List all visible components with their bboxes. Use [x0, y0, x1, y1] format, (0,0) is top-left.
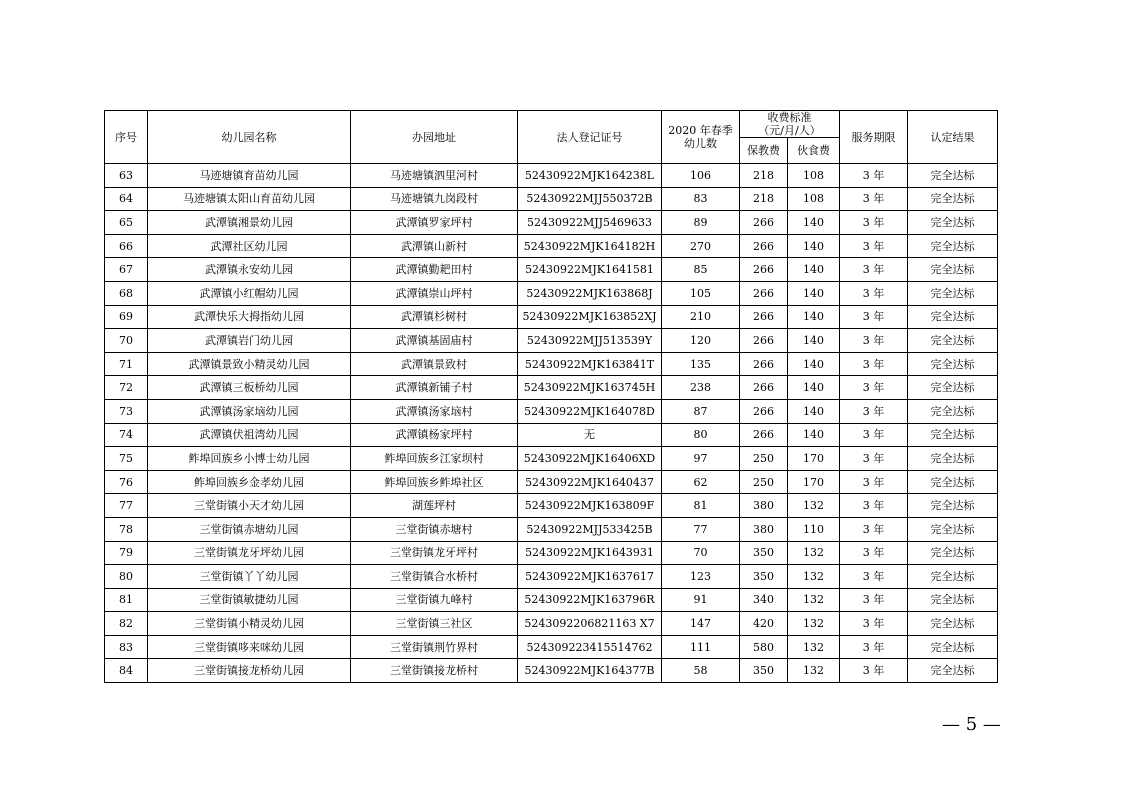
cell-address: 武潭镇基固庙村 [351, 329, 518, 353]
cell-term: 3 年 [840, 612, 908, 636]
cell-reg-no: 52430922MJJ550372B [518, 187, 662, 211]
table-row [105, 659, 998, 683]
cell-term: 3 年 [840, 494, 908, 518]
cell-term: 3 年 [840, 565, 908, 589]
cell-address: 湖莲坪村 [351, 494, 518, 518]
cell-address: 鲊埠回族乡鲊埠社区 [351, 470, 518, 494]
cell-address: 武潭镇汤家垴村 [351, 399, 518, 423]
table-row [105, 470, 998, 494]
cell-address: 三堂街镇九峰村 [351, 588, 518, 612]
cell-seq: 80 [105, 565, 148, 589]
cell-fee-meal: 132 [788, 565, 840, 589]
header-fee-group [740, 111, 840, 138]
cell-children: 87 [662, 399, 740, 423]
cell-address: 三堂街镇荆竹界村 [351, 635, 518, 659]
cell-name: 武潭镇永安幼儿园 [148, 258, 351, 282]
cell-children: 111 [662, 635, 740, 659]
cell-result: 完全达标 [908, 376, 998, 400]
table-row [105, 305, 998, 329]
cell-result: 完全达标 [908, 164, 998, 188]
cell-name: 三堂街镇敏捷幼儿园 [148, 588, 351, 612]
cell-fee-meal: 140 [788, 423, 840, 447]
table-row [105, 541, 998, 565]
cell-term: 3 年 [840, 470, 908, 494]
cell-name: 武潭镇景致小精灵幼儿园 [148, 352, 351, 376]
cell-seq: 81 [105, 588, 148, 612]
cell-children: 97 [662, 447, 740, 471]
cell-seq: 79 [105, 541, 148, 565]
cell-address: 武潭镇罗家坪村 [351, 211, 518, 235]
cell-children: 210 [662, 305, 740, 329]
cell-term: 3 年 [840, 211, 908, 235]
cell-reg-no: 52430922MJK164078D [518, 399, 662, 423]
header-children [662, 111, 740, 164]
cell-address: 三堂街镇合水桥村 [351, 565, 518, 589]
table-row [105, 494, 998, 518]
header-fee-care: 保教费 [740, 138, 788, 164]
cell-term: 3 年 [840, 305, 908, 329]
cell-seq: 71 [105, 352, 148, 376]
cell-term: 3 年 [840, 258, 908, 282]
cell-result: 完全达标 [908, 470, 998, 494]
cell-name: 武潭镇岩门幼儿园 [148, 329, 351, 353]
cell-address: 三堂街镇接龙桥村 [351, 659, 518, 683]
cell-children: 106 [662, 164, 740, 188]
cell-name: 武潭镇伏祖湾幼儿园 [148, 423, 351, 447]
cell-children: 89 [662, 211, 740, 235]
cell-children: 83 [662, 187, 740, 211]
cell-address: 三堂街镇龙牙坪村 [351, 541, 518, 565]
header-seq: 序号 [105, 111, 148, 164]
header-fee-group-line2: （元/月/人） [758, 124, 821, 137]
cell-fee-meal: 132 [788, 494, 840, 518]
cell-fee-care: 250 [740, 470, 788, 494]
cell-name: 马迹塘镇太阳山育苗幼儿园 [148, 187, 351, 211]
cell-address: 武潭镇崇山坪村 [351, 281, 518, 305]
table-row [105, 517, 998, 541]
cell-name: 武潭镇三板桥幼儿园 [148, 376, 351, 400]
header-service-term: 服务期限 [840, 111, 908, 164]
table-body [105, 164, 998, 683]
cell-fee-care: 266 [740, 211, 788, 235]
cell-seq: 83 [105, 635, 148, 659]
cell-reg-no: 52430922MJK164377B [518, 659, 662, 683]
cell-fee-meal: 140 [788, 399, 840, 423]
cell-term: 3 年 [840, 329, 908, 353]
cell-fee-meal: 140 [788, 305, 840, 329]
cell-children: 81 [662, 494, 740, 518]
header-name: 幼儿园名称 [148, 111, 351, 164]
cell-term: 3 年 [840, 376, 908, 400]
cell-fee-meal: 140 [788, 281, 840, 305]
cell-fee-care: 266 [740, 281, 788, 305]
cell-fee-care: 580 [740, 635, 788, 659]
cell-seq: 67 [105, 258, 148, 282]
cell-seq: 82 [105, 612, 148, 636]
cell-term: 3 年 [840, 423, 908, 447]
cell-fee-meal: 108 [788, 187, 840, 211]
cell-reg-no: 52430922MJJ533425B [518, 517, 662, 541]
cell-reg-no: 524309223415514762 [518, 635, 662, 659]
table-row [105, 423, 998, 447]
cell-result: 完全达标 [908, 187, 998, 211]
cell-name: 武潭镇湘景幼儿园 [148, 211, 351, 235]
cell-fee-meal: 132 [788, 541, 840, 565]
cell-fee-care: 266 [740, 258, 788, 282]
cell-seq: 75 [105, 447, 148, 471]
cell-term: 3 年 [840, 399, 908, 423]
cell-reg-no: 52430922MJK1641581 [518, 258, 662, 282]
cell-term: 3 年 [840, 635, 908, 659]
cell-seq: 69 [105, 305, 148, 329]
cell-name: 三堂街镇哆来咪幼儿园 [148, 635, 351, 659]
cell-result: 完全达标 [908, 234, 998, 258]
cell-name: 武潭镇小红帽幼儿园 [148, 281, 351, 305]
cell-fee-meal: 140 [788, 376, 840, 400]
cell-seq: 64 [105, 187, 148, 211]
table-row [105, 565, 998, 589]
table-row [105, 352, 998, 376]
cell-name: 武潭镇汤家垴幼儿园 [148, 399, 351, 423]
cell-fee-care: 266 [740, 376, 788, 400]
cell-term: 3 年 [840, 659, 908, 683]
cell-reg-no: 52430922MJK1637617 [518, 565, 662, 589]
table-header [105, 111, 998, 164]
cell-children: 123 [662, 565, 740, 589]
cell-result: 完全达标 [908, 211, 998, 235]
cell-term: 3 年 [840, 352, 908, 376]
cell-term: 3 年 [840, 447, 908, 471]
cell-address: 武潭镇杉树村 [351, 305, 518, 329]
cell-reg-no: 52430922MJJ5469633 [518, 211, 662, 235]
cell-result: 完全达标 [908, 258, 998, 282]
cell-address: 武潭镇山新村 [351, 234, 518, 258]
cell-reg-no: 52430922MJK163809F [518, 494, 662, 518]
cell-seq: 66 [105, 234, 148, 258]
cell-fee-meal: 132 [788, 635, 840, 659]
table-row [105, 187, 998, 211]
cell-children: 80 [662, 423, 740, 447]
table-row [105, 258, 998, 282]
cell-reg-no: 52430922MJJ513539Y [518, 329, 662, 353]
cell-seq: 68 [105, 281, 148, 305]
cell-children: 270 [662, 234, 740, 258]
table-row [105, 164, 998, 188]
cell-result: 完全达标 [908, 494, 998, 518]
cell-reg-no: 52430922MJK163841T [518, 352, 662, 376]
kindergarten-table [104, 110, 998, 683]
cell-fee-care: 218 [740, 187, 788, 211]
cell-reg-no: 52430922MJK163796R [518, 588, 662, 612]
cell-fee-meal: 140 [788, 352, 840, 376]
cell-result: 完全达标 [908, 352, 998, 376]
cell-address: 武潭镇新铺子村 [351, 376, 518, 400]
cell-children: 238 [662, 376, 740, 400]
cell-fee-care: 380 [740, 494, 788, 518]
cell-fee-meal: 140 [788, 211, 840, 235]
cell-seq: 77 [105, 494, 148, 518]
cell-result: 完全达标 [908, 612, 998, 636]
cell-seq: 65 [105, 211, 148, 235]
table-row [105, 399, 998, 423]
cell-name: 三堂街镇接龙桥幼儿园 [148, 659, 351, 683]
cell-reg-no: 524309220682116З X7 [518, 612, 662, 636]
cell-fee-meal: 132 [788, 588, 840, 612]
cell-name: 鲊埠回族乡金孝幼儿园 [148, 470, 351, 494]
cell-fee-care: 266 [740, 352, 788, 376]
cell-seq: 76 [105, 470, 148, 494]
cell-reg-no: 52430922MJK163868J [518, 281, 662, 305]
cell-address: 武潭镇杨家坪村 [351, 423, 518, 447]
cell-seq: 84 [105, 659, 148, 683]
cell-children: 105 [662, 281, 740, 305]
cell-name: 武潭社区幼儿园 [148, 234, 351, 258]
cell-name: 武潭快乐大拇指幼儿园 [148, 305, 351, 329]
cell-term: 3 年 [840, 234, 908, 258]
cell-fee-care: 340 [740, 588, 788, 612]
cell-fee-care: 250 [740, 447, 788, 471]
cell-reg-no: 52430922MJK1640437 [518, 470, 662, 494]
cell-children: 85 [662, 258, 740, 282]
cell-fee-meal: 132 [788, 659, 840, 683]
cell-reg-no: 52430922MJK16406XD [518, 447, 662, 471]
header-children-line1: 2020 年春季 [668, 124, 733, 137]
cell-result: 完全达标 [908, 329, 998, 353]
cell-fee-care: 350 [740, 659, 788, 683]
table-row [105, 281, 998, 305]
cell-term: 3 年 [840, 541, 908, 565]
cell-fee-care: 380 [740, 517, 788, 541]
cell-fee-meal: 140 [788, 329, 840, 353]
cell-fee-care: 266 [740, 423, 788, 447]
cell-result: 完全达标 [908, 281, 998, 305]
cell-fee-care: 266 [740, 329, 788, 353]
table-row [105, 211, 998, 235]
header-fee-group-line1: 收费标准 [767, 111, 812, 124]
table-row [105, 635, 998, 659]
cell-address: 三堂街镇赤塘村 [351, 517, 518, 541]
cell-name: 三堂街镇赤塘幼儿园 [148, 517, 351, 541]
cell-seq: 74 [105, 423, 148, 447]
cell-result: 完全达标 [908, 423, 998, 447]
cell-address: 武潭镇景致村 [351, 352, 518, 376]
cell-children: 120 [662, 329, 740, 353]
cell-address: 马迹塘镇泗里河村 [351, 164, 518, 188]
cell-fee-care: 420 [740, 612, 788, 636]
header-address: 办园地址 [351, 111, 518, 164]
cell-fee-meal: 140 [788, 234, 840, 258]
cell-fee-meal: 170 [788, 470, 840, 494]
cell-children: 91 [662, 588, 740, 612]
cell-result: 完全达标 [908, 565, 998, 589]
cell-name: 三堂街镇小精灵幼儿园 [148, 612, 351, 636]
cell-reg-no: 无 [518, 423, 662, 447]
cell-address: 武潭镇勤耙田村 [351, 258, 518, 282]
cell-reg-no: 52430922MJK1643931 [518, 541, 662, 565]
cell-fee-care: 266 [740, 234, 788, 258]
cell-fee-care: 350 [740, 541, 788, 565]
cell-term: 3 年 [840, 588, 908, 612]
cell-result: 完全达标 [908, 447, 998, 471]
cell-result: 完全达标 [908, 659, 998, 683]
cell-fee-meal: 108 [788, 164, 840, 188]
cell-children: 62 [662, 470, 740, 494]
table-row [105, 588, 998, 612]
cell-seq: 63 [105, 164, 148, 188]
cell-reg-no: 52430922MJK164182H [518, 234, 662, 258]
table-row [105, 612, 998, 636]
table-row [105, 329, 998, 353]
cell-children: 147 [662, 612, 740, 636]
cell-children: 70 [662, 541, 740, 565]
cell-term: 3 年 [840, 281, 908, 305]
cell-result: 完全达标 [908, 541, 998, 565]
cell-name: 马迹塘镇育苗幼儿园 [148, 164, 351, 188]
cell-result: 完全达标 [908, 635, 998, 659]
table-row [105, 234, 998, 258]
cell-reg-no: 52430922MJK163852XJ [518, 305, 662, 329]
cell-name: 三堂街镇丫丫幼儿园 [148, 565, 351, 589]
cell-fee-meal: 170 [788, 447, 840, 471]
cell-address: 马迹塘镇九岗段村 [351, 187, 518, 211]
cell-term: 3 年 [840, 517, 908, 541]
header-fee-meal: 伙食费 [788, 138, 840, 164]
table-row [105, 447, 998, 471]
cell-result: 完全达标 [908, 588, 998, 612]
cell-term: 3 年 [840, 164, 908, 188]
cell-fee-care: 266 [740, 305, 788, 329]
table-row [105, 376, 998, 400]
cell-reg-no: 52430922MJK164238L [518, 164, 662, 188]
cell-seq: 78 [105, 517, 148, 541]
cell-children: 58 [662, 659, 740, 683]
cell-fee-meal: 132 [788, 612, 840, 636]
cell-fee-care: 350 [740, 565, 788, 589]
cell-name: 三堂街镇小天才幼儿园 [148, 494, 351, 518]
cell-seq: 73 [105, 399, 148, 423]
cell-result: 完全达标 [908, 399, 998, 423]
cell-result: 完全达标 [908, 305, 998, 329]
cell-children: 135 [662, 352, 740, 376]
cell-term: 3 年 [840, 187, 908, 211]
cell-address: 三堂街镇三社区 [351, 612, 518, 636]
header-reg-no: 法人登记证号 [518, 111, 662, 164]
cell-fee-meal: 140 [788, 258, 840, 282]
cell-children: 77 [662, 517, 740, 541]
cell-result: 完全达标 [908, 517, 998, 541]
cell-reg-no: 52430922MJK163745H [518, 376, 662, 400]
cell-seq: 70 [105, 329, 148, 353]
cell-name: 鲊埠回族乡小博士幼儿园 [148, 447, 351, 471]
cell-fee-meal: 110 [788, 517, 840, 541]
page-number: — 5 — [942, 714, 1001, 735]
cell-seq: 72 [105, 376, 148, 400]
header-result: 认定结果 [908, 111, 998, 164]
cell-name: 三堂街镇龙牙坪幼儿园 [148, 541, 351, 565]
cell-address: 鲊埠回族乡江家坝村 [351, 447, 518, 471]
cell-fee-care: 218 [740, 164, 788, 188]
header-children-line2: 幼儿数 [684, 137, 717, 150]
cell-fee-care: 266 [740, 399, 788, 423]
